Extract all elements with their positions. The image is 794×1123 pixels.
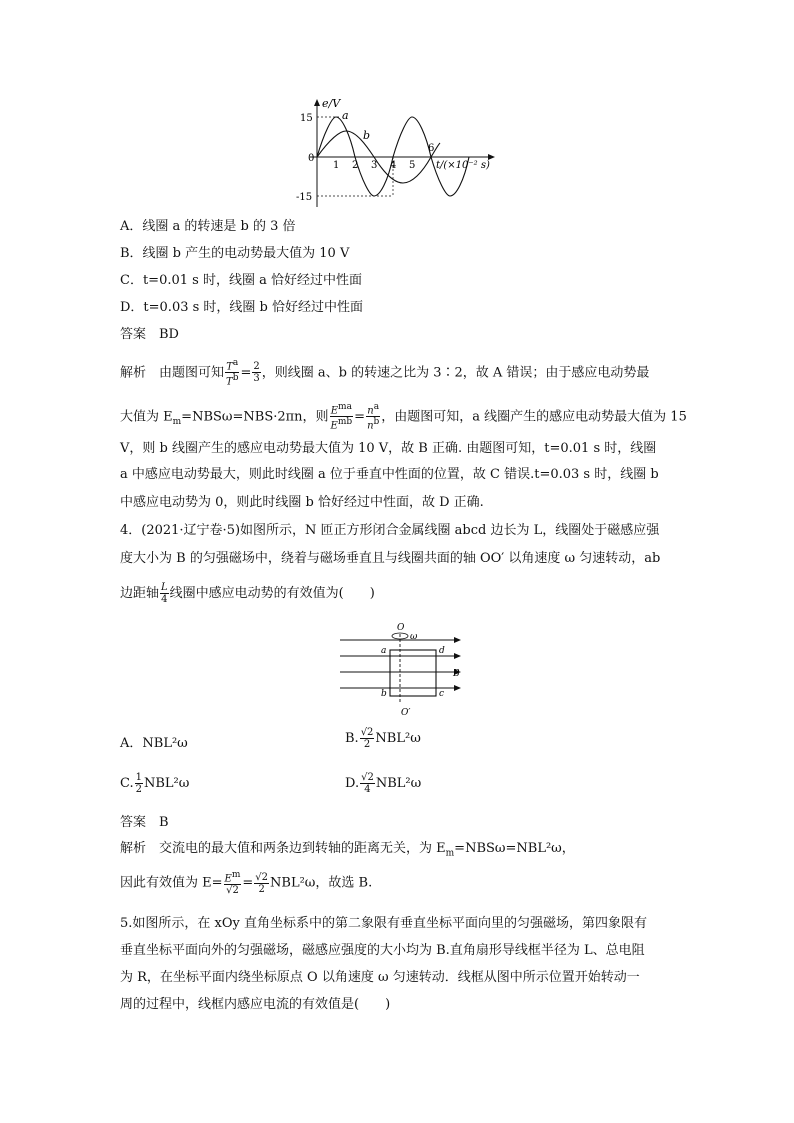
coil-figure — [335, 622, 470, 717]
svg-text:d: d — [439, 646, 445, 656]
q4-option-a: A．NBL²ω — [120, 736, 188, 751]
x-tick: 6 — [428, 143, 435, 154]
q5-text-4: 周的过程中，线框内感应电流的有效值是( ) — [120, 997, 391, 1012]
q3-answer: 答案 BD — [120, 327, 179, 342]
q5-text-1: 5.如图所示，在 xOy 直角坐标系中的第二象限有垂直坐标平面向里的匀强磁场，第四象限有 — [120, 916, 648, 931]
svg-text:O: O — [397, 623, 405, 633]
x-tick: 1 — [333, 160, 340, 171]
q4-option-d: D. $\frac{√2}{4}$ NBL²ω — [345, 772, 422, 795]
y-tick-bottom: -15 — [296, 192, 313, 203]
q4-option-c: C. $\frac{1}{2}$ NBL²ω — [120, 772, 190, 795]
svg-text:ω: ω — [410, 632, 418, 642]
q4-explanation-1: 解析 交流电的最大值和两条边到转轴的距离无关，为 $E_m=NBS\omega=NBL^2\omega$， — [120, 841, 575, 859]
q3-explanation-4: a 中感应电动势最大，则此时线圈 a 位于垂直中性面的位置，故 C 错误.t=0.03 s 时，线圈 b — [120, 467, 659, 482]
q4-text-3: 边距轴 $\frac{L}{4}$ 线圈中感应电动势的有效值为( ) — [120, 582, 375, 605]
q3-option-b: B．线圈 b 产生的电动势最大值为 10 V — [120, 246, 350, 261]
q4-explanation-2: 因此有效值为 E= $\frac{Em}{√2}$ = $\frac{√2}{2}$ NBL²ω，故选 B. — [120, 870, 373, 897]
y-tick-top: 15 — [300, 113, 313, 124]
origin-label: 0 — [308, 153, 315, 164]
svg-text:a: a — [381, 646, 387, 656]
svg-text:B: B — [453, 669, 460, 679]
x-tick: 4 — [390, 160, 397, 171]
q4-option-b: B. $\frac{√2}{2}$ NBL²ω — [345, 727, 421, 750]
curve-b-label: b — [363, 129, 371, 142]
q3-explanation-5: 中感应电动势为 0，则此时线圈 b 恰好经过中性面，故 D 正确. — [120, 495, 484, 510]
q3-option-c: C．t=0.01 s 时，线圈 a 恰好经过中性面 — [120, 273, 362, 288]
q3-explanation-2: 大值为 $E_m=NBS\omega=NBS\cdot 2\pi n$，则 $\frac{\text{Ema}}{\text{Emb}}$ = $\frac{na}{nb}$ ，由题图可知，a 线圈产生的感应电动势最大值为 15 — [120, 402, 687, 432]
curve-a-label: a — [342, 109, 349, 122]
q5-text-2: 垂直坐标平面向外的匀强磁场，磁感应强度的大小均为 B.直角扇形导线框半径为 L、总电阻 — [120, 943, 645, 958]
x-tick: 5 — [409, 160, 416, 171]
x-tick: 3 — [371, 160, 378, 171]
coil-square — [390, 650, 436, 696]
svg-text:c: c — [439, 689, 445, 699]
q4-text-2: 度大小为 B 的匀强磁场中，绕着与磁场垂直且与线圈共面的轴 OO′ 以角速度 ω 匀速转动，ab — [120, 551, 661, 566]
q3-explanation-3: V，则 b 线圈产生的感应电动势最大值为 10 V，故 B 正确. 由题图可知，t=0.01 s 时，线圈 — [120, 441, 657, 456]
x-tick: 2 — [352, 160, 359, 171]
svg-text:b: b — [381, 689, 387, 699]
x-axis-label: t/(×10⁻² s) — [436, 160, 490, 171]
q3-explanation-1: 解析 由题图可知 $\frac{Ta}{Tb}$ = $\frac{2}{3}$ ，则线圈 a、b 的转速之比为 3∶2，故 A 错误；由于感应电动势最 — [120, 358, 650, 388]
y-axis-label: e/V — [322, 97, 341, 110]
q4-text-1: 4．(2021·辽宁卷·5)如图所示，N 匝正方形闭合金属线圈 abcd 边长为 L，线圈处于磁感应强 — [120, 523, 660, 538]
emf-graph — [290, 95, 500, 210]
q3-option-d: D．t=0.03 s 时，线圈 b 恰好经过中性面 — [120, 300, 364, 315]
q4-answer: 答案 B — [120, 815, 169, 830]
q3-option-a: A．线圈 a 的转速是 b 的 3 倍 — [120, 219, 296, 234]
q5-text-3: 为 R，在坐标平面内绕坐标原点 O 以角速度 ω 匀速转动．线框从图中所示位置开始转动一 — [120, 970, 640, 985]
svg-text:O′: O′ — [401, 708, 411, 717]
